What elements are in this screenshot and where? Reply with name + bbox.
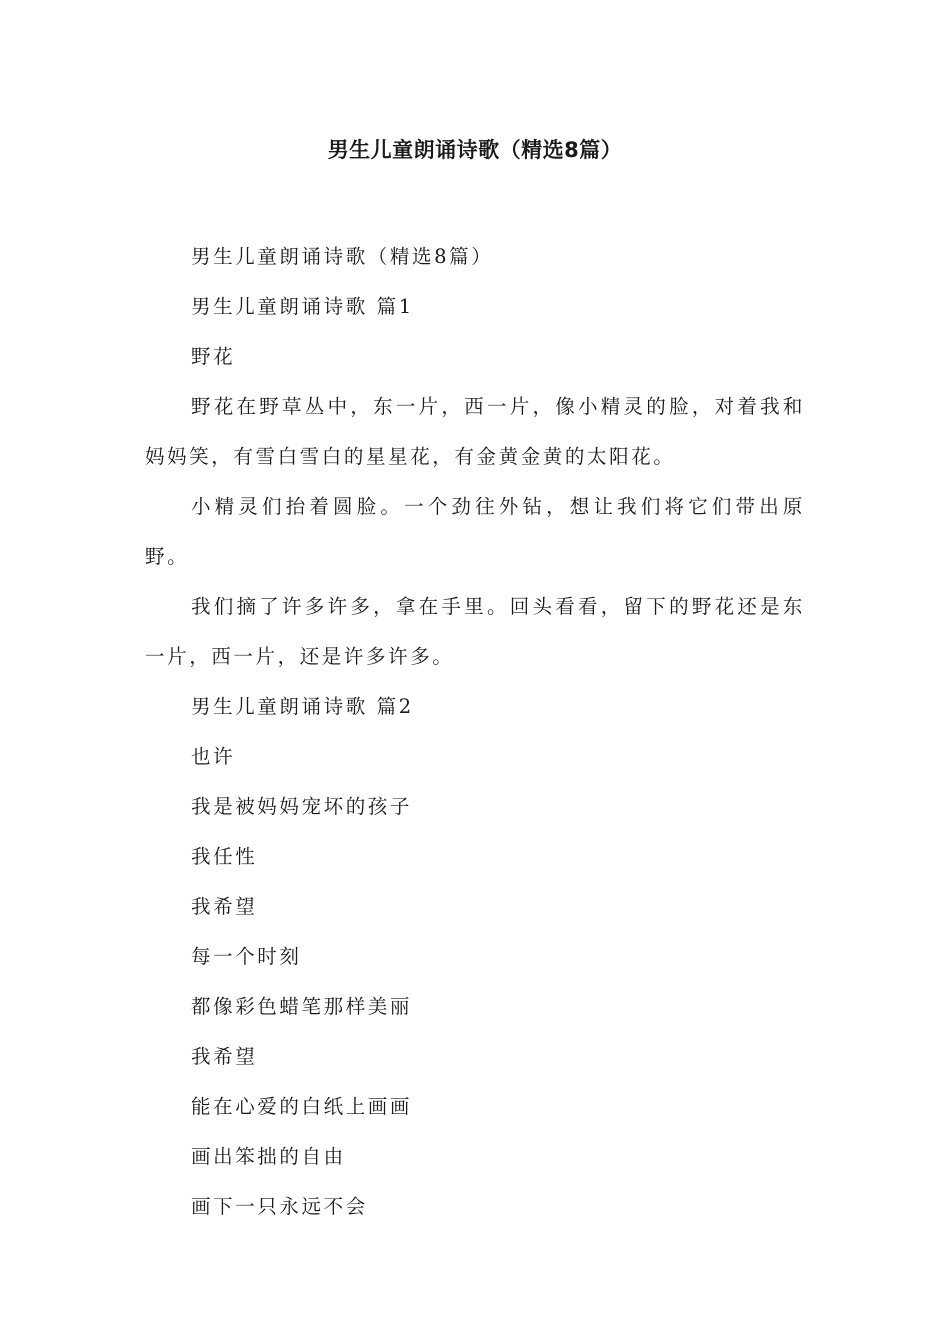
poem-line: 我任性 bbox=[191, 845, 258, 868]
poem-paragraph: 小精灵们抬着圆脸。一个劲往外钻，想让我们将它们带出原野。 bbox=[145, 495, 805, 568]
subtitle-paragraph: 男生儿童朗诵诗歌（精选8篇） bbox=[191, 245, 494, 268]
poem-title-perhaps: 也许 bbox=[191, 745, 236, 768]
document-body bbox=[145, 232, 805, 1232]
poem-line: 我希望 bbox=[191, 1045, 258, 1068]
poem-title-wildflowers: 野花 bbox=[191, 345, 236, 368]
poem-line: 我希望 bbox=[191, 895, 258, 918]
section-heading-1: 男生儿童朗诵诗歌 篇1 bbox=[191, 295, 414, 318]
poem-line: 我是被妈妈宠坏的孩子 bbox=[191, 795, 413, 818]
poem-line: 画下一只永远不会 bbox=[191, 1195, 368, 1218]
poem-line: 画出笨拙的自由 bbox=[191, 1145, 346, 1168]
poem-line: 能在心爱的白纸上画画 bbox=[191, 1095, 413, 1118]
poem-line: 都像彩色蜡笔那样美丽 bbox=[191, 995, 413, 1018]
document-title: 男生儿童朗诵诗歌（精选8篇） bbox=[327, 138, 623, 162]
poem-line: 每一个时刻 bbox=[191, 945, 302, 968]
poem-paragraph: 我们摘了许多许多，拿在手里。回头看看，留下的野花还是东一片，西一片，还是许多许多。 bbox=[145, 595, 805, 668]
section-heading-2: 男生儿童朗诵诗歌 篇2 bbox=[191, 695, 414, 718]
poem-paragraph: 野花在野草丛中，东一片，西一片，像小精灵的脸，对着我和妈妈笑，有雪白雪白的星星花，有金黄金黄的太阳花。 bbox=[145, 395, 805, 468]
